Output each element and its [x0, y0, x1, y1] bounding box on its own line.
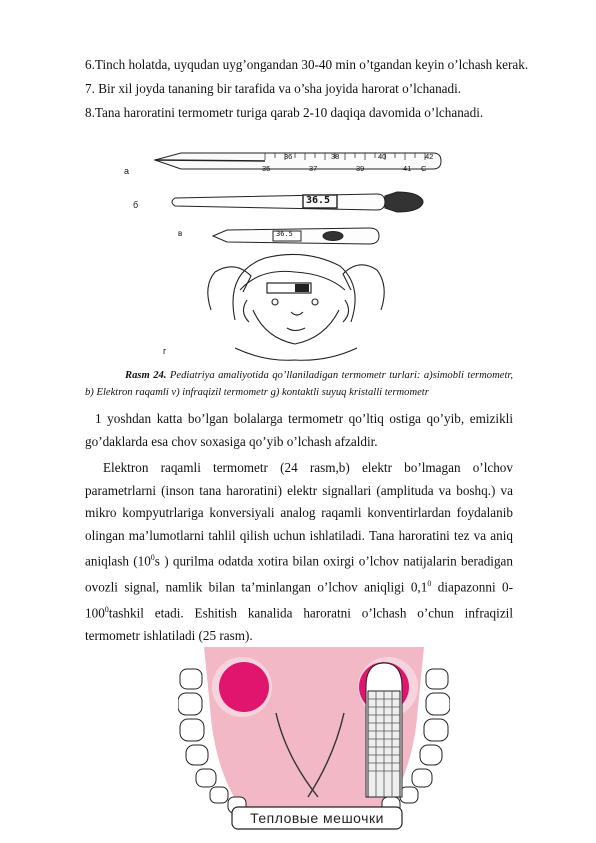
paragraph-2-text-d: tashkil etadi. Eshitish kanalida haroratni o’lchash o’chun infraqizil termometr ishlatiladi (25 rasm).: [85, 605, 513, 644]
scale-top-40: 40: [378, 152, 387, 161]
scale-top-42: 42: [425, 152, 434, 161]
probe-thermometer: [366, 663, 402, 797]
scale-top-36: 36: [284, 152, 293, 161]
caption-text: Pediatriya amaliyotida qo’llaniladigan termometr turlari: a)simobli termometr, b) Elektron raqamli v) infraqizil termometr g) kontaktli suyuq kristalli termometr: [85, 370, 513, 398]
label-v: в: [178, 229, 183, 238]
scale-bottom-37: 37: [309, 164, 318, 173]
list-item-7: 7. Bir xil joyda tananing bir tarafida va o’sha joyida harorat o’lchanadi.: [85, 81, 462, 96]
superscript: 0: [427, 579, 432, 589]
digital-thermometer: [172, 192, 423, 212]
scale-bottom-39: 39: [356, 164, 365, 173]
thermal-pockets-figure: [178, 647, 450, 837]
thermal-pockets-banner-text: Тепловые мешочки: [250, 810, 384, 826]
figure-caption: [85, 367, 513, 401]
mercury-thermometer: [155, 153, 441, 169]
scale-bottom-41: 41: [403, 164, 412, 173]
scale-bottom-35: 35: [262, 164, 271, 173]
paragraph-1: 1 yoshdan katta bo’lgan bolalarga termometr qo’ltiq ostiga qo’yib, emizikli go’daklarda esa chov soxasiga qo’yib o’lchash afzaldir.: [85, 411, 513, 449]
infrared-display-value: 36.5: [276, 230, 293, 238]
paragraph-2-text-c: diapazonni 0- 100: [85, 579, 514, 621]
thermometer-figure: [115, 140, 455, 362]
infrared-thermometer: [213, 228, 379, 244]
digital-display-value: 36.5: [306, 195, 331, 206]
list-item-6: 6.Tinch holatda, uyqudan uyg’ongandan 30-40 min o’tgandan keyin o’lchash kerak.: [85, 57, 529, 72]
label-b: б: [133, 200, 139, 210]
child-head-illustration: [208, 254, 384, 360]
label-g: г: [163, 346, 167, 356]
scale-bottom-c: C: [421, 164, 427, 173]
paragraph-2-text-b: s ) qurilma odatda xotira bilan oxirgi o’lchov natijalarin beradigan ovozli signal, namlik bilan ta’minlangan o’lchov aniqligi 0,1: [85, 553, 513, 595]
thermal-pocket-left: [219, 662, 269, 712]
paragraph-2-text-a: Elektron raqamli termometr (24 rasm,b) elektr bo’lmagan o’lchov parametrlarni (inson tana haroratini) elektr signallari (amplituda va boshq.) va mikro kompyutrlariga konversiyali analog raqamli konventirlardan foydalanib olingan ma’lumotlarni tahlil qilish uchun ishlatiladi. Tana haroratini tez va aniq aniqlash (10: [85, 460, 513, 569]
paragraph-2: [85, 457, 513, 648]
scale-top-38: 38: [331, 152, 340, 161]
label-a: a: [124, 166, 130, 176]
superscript: 0: [104, 605, 109, 615]
list-item-8: 8.Tana haroratini termometr turiga qarab 2-10 daqiqa davomida o’lchanadi.: [85, 105, 484, 120]
caption-lead: Rasm 24.: [125, 370, 167, 381]
superscript: 0: [150, 553, 155, 563]
